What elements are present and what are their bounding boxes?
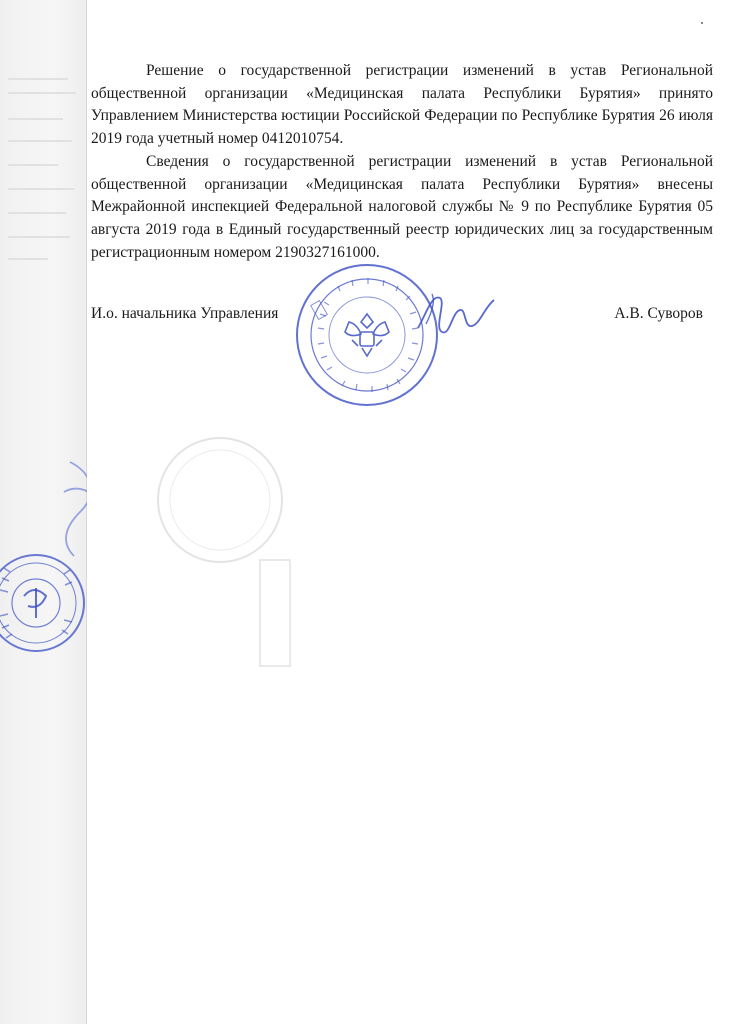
signatory-name: А.В. Суворов bbox=[614, 305, 703, 322]
faint-bleedthrough-stamp bbox=[150, 430, 290, 570]
document-body bbox=[91, 60, 713, 264]
handwritten-signature bbox=[412, 284, 502, 344]
egrul-entry-paragraph: Сведения о государственной регистрации изменений в устав Региональной общественной организации «Медицинская палата Республики Бурятия» внесены Межрайонной инспекцией Федеральной налоговой службы № 9 по Республике Бурятия 05 августа 2019 года в Единый государственный реестр юридических лиц за государственным регистрационным номером 2190327161000. bbox=[91, 152, 713, 261]
scan-speck bbox=[701, 22, 703, 24]
registration-decision-paragraph: Решение о государственной регистрации изменений в устав Региональной общественной организации «Медицинская палата Республики Бурятия» принято Управлением Министерства юстиции Российской Федерации по Республике Бурятия 26 июля 2019 года учетный номер 0412010754. bbox=[91, 62, 713, 148]
faint-bleedthrough-box bbox=[258, 558, 292, 668]
signatory-title: И.о. начальника Управления bbox=[91, 305, 279, 322]
